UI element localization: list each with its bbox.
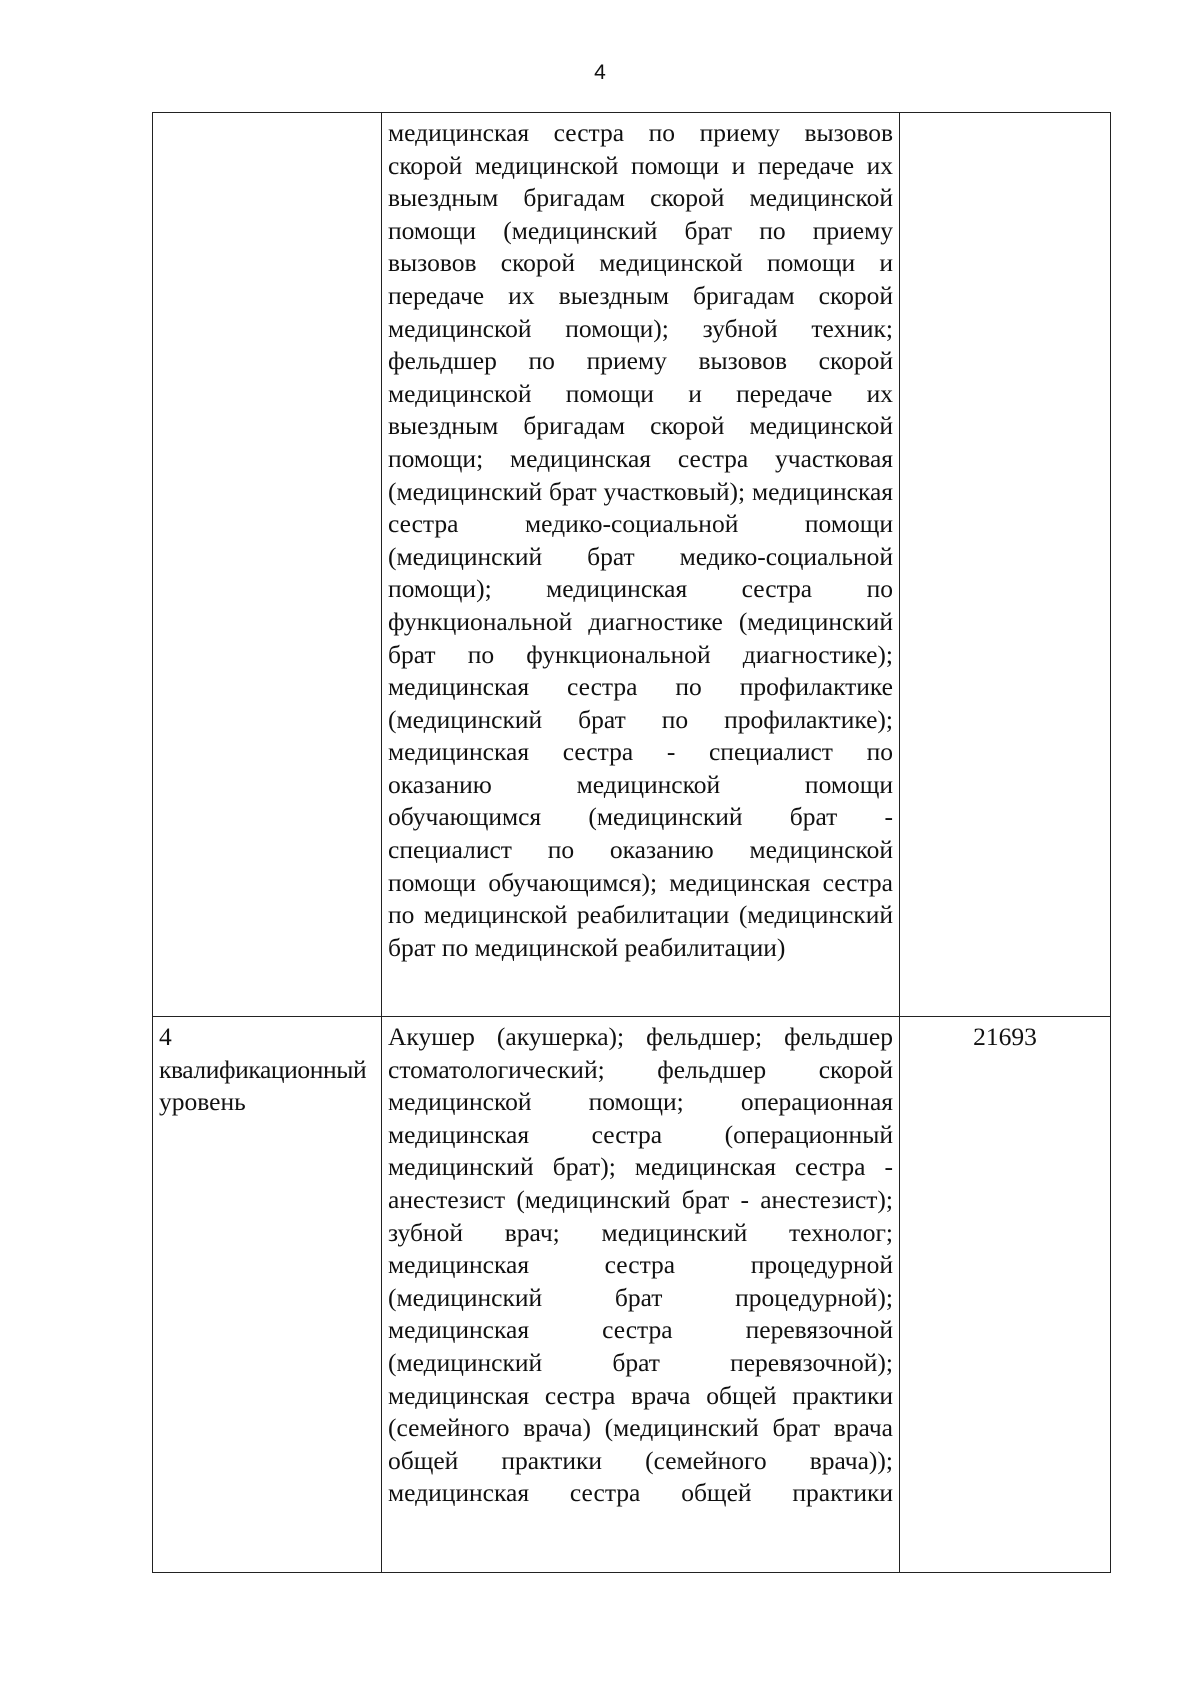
qualification-level-cell: [153, 113, 382, 1017]
salary-table: [152, 112, 1111, 1573]
qualification-level-number: 4: [159, 1022, 172, 1051]
qualification-level-cell: [153, 1017, 382, 1573]
salary-cell: [900, 113, 1111, 1017]
page-number: 4: [594, 61, 606, 84]
positions-text: медицинская сестра по приему вызовов скорой медицинской помощи и передаче их выездным бригадам скорой медицинской помощи (медицинский брат по приему вызовов скорой медицинской помощи и передаче их выездным бригадам скорой медицинской помощи); зубной техник; фельдшер по приему вызовов скорой медицинской помощи и передаче их выездным бригадам скорой медицинской помощи; медицинская сестра участковая (медицинский брат участковый); медицинская сестра медико-социальной помощи (медицинский брат медико-социальной помощи); медицинская сестра по функциональной диагностике (медицинский брат по функциональной диагностике); медицинская сестра по профилактике (медицинский брат по профилактике); медицинская сестра - специалист по оказанию медицинской помощи обучающимся (медицинский брат - специалист по оказанию медицинской помощи обучающимся); медицинская сестра по медицинской реабилитации (медицинский брат по медицинской реабилитации): [388, 118, 893, 962]
positions-text: Акушер (акушерка); фельдшер; фельдшер стоматологический; фельдшер скорой медицинской помощи; операционная медицинская сестра (операционный медицинский брат); медицинская сестра - анестезист (медицинский брат - анестезист); зубной врач; медицинский технолог; медицинская сестра процедурной (медицинский брат процедурной); медицинская сестра перевязочной (медицинский брат перевязочной); медицинская сестра врача общей практики (семейного врача) (медицинский брат врача общей практики (семейного врача)); медицинская сестра общей практики: [388, 1022, 893, 1508]
positions-cell: [382, 1017, 900, 1573]
table-row: [153, 1017, 1111, 1573]
positions-cell: [382, 113, 900, 1017]
salary-cell: [900, 1017, 1111, 1573]
table-row: [153, 113, 1111, 1017]
qualification-level-suffix: уровень: [159, 1087, 246, 1117]
salary-value: 21693: [973, 1022, 1037, 1051]
qualification-level-label: квалификационный: [159, 1054, 367, 1084]
